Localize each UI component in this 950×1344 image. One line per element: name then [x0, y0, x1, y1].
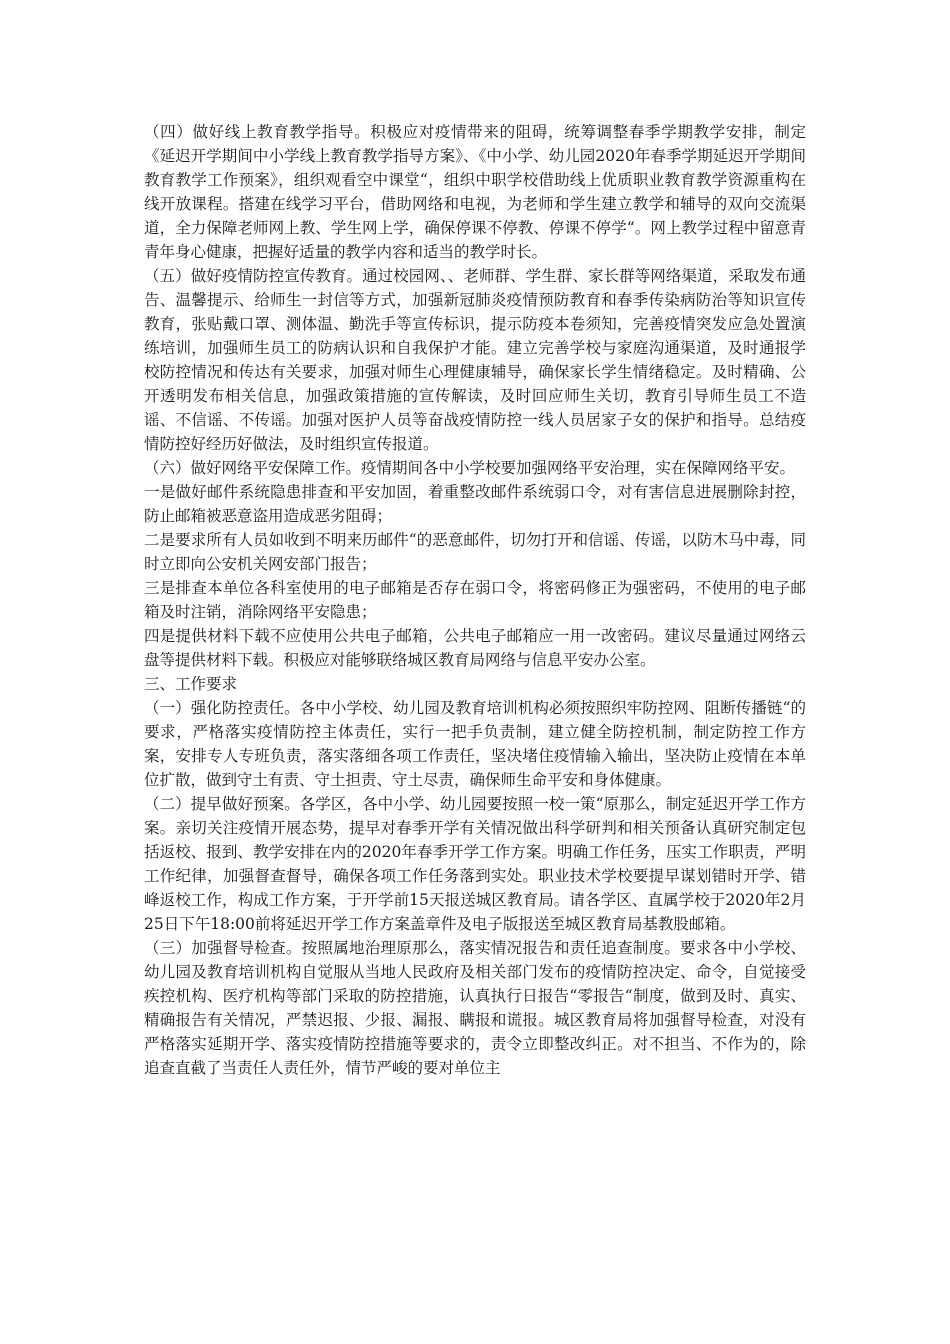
paragraph-online-teaching: （四）做好线上教育教学指导。积极应对疫情带来的阻碍，统筹调整春季学期教学安排，制定《延迟开学期间中小学线上教育教学指导方案》、《中小学、幼儿园2020年春季学期延迟开学期间教育教学工作预案》，组织观看空中课堂“，组织中职学校借助线上优质职业教育教学资源重构在线开放课程。搭建在线学习平台，借助网络和电视，为老师和学生建立教学和辅导的双向交流渠道，全力保障老师网上教、学生网上学，确保停课不停教、停课不停学“。网上教学过程中留意青青年身心健康，把握好适量的教学内容和适当的教学时长。: [144, 123, 806, 261]
section-heading-work-requirements: 三、工作要求: [144, 675, 238, 693]
document-body: [144, 120, 806, 1080]
paragraph-item-one: 一是做好邮件系统隐患排查和平安加固，着重整改邮件系统弱口令，对有害信息进展删除封控，防止邮箱被恶意盗用造成恶劣阻碍；: [144, 483, 806, 525]
paragraph-item-four: 四是提供材料下载不应使用公共电子邮箱，公共电子邮箱应一用一改密码。建议尽量通过网络云盘等提供材料下载。积极应对能够联络城区教育局网络与信息平安办公室。: [144, 627, 806, 669]
paragraph-item-three: 三是排查本单位各科室使用的电子邮箱是否存在弱口令，将密码修正为强密码，不使用的电子邮箱及时注销，消除网络平安隐患；: [144, 579, 806, 621]
paragraph-supervision: （三）加强督导检查。按照属地治理原那么，落实情况报告和责任追查制度。要求各中小学校、幼儿园及教育培训机构自觉服从当地人民政府及相关部门发布的疫情防控决定、命令，自觉接受疾控机构、医疗机构等部门采取的防控措施，认真执行日报告“零报告“制度，做到及时、真实、精确报告有关情况，严禁迟报、少报、漏报、瞒报和谎报。城区教育局将加强督导检查，对没有严格落实延期开学、落实疫情防控措施等要求的，责令立即整改纠正。对不担当、不作为的，除追查直截了当责任人责任外，情节严峻的要对单位主: [144, 939, 806, 1077]
paragraph-item-two: 二是要求所有人员如收到不明来历邮件“的恶意邮件，切勿打开和信谣、传谣，以防木马中毒，同时立即向公安机关网安部门报告；: [144, 531, 806, 573]
paragraph-control-responsibility: （一）强化防控责任。各中小学校、幼儿园及教育培训机构必须按照织牢防控网、阻断传播链“的要求，严格落实疫情防控主体责任，实行一把手负责制，建立健全防控机制，制定防控工作方案，安排专人专班负责，落实落细各项工作责任，坚决堵住疫情输入输出，坚决防止疫情在本单位扩散，做到守土有责、守土担责、守土尽责，确保师生命平安和身体健康。: [144, 699, 806, 789]
paragraph-epidemic-publicity: （五）做好疫情防控宣传教育。通过校园网、、老师群、学生群、家长群等网络渠道，采取发布通告、温馨提示、给师生一封信等方式，加强新冠肺炎疫情预防教育和春季传染病防治等知识宣传教育，张贴戴口罩、测体温、勤洗手等宣传标识，提示防疫本卷须知，完善疫情突发应急处置演练培训，加强师生员工的防病认识和自我保护才能。建立完善学校与家庭沟通渠道，及时通报学校防控情况和传达有关要求，加强对师生心理健康辅导，确保家长学生情绪稳定。及时精确、公开透明发布相关信息，加强政策措施的宣传解读，及时回应师生关切，教育引导师生员工不造谣、不信谣、不传谣。加强对医护人员等奋战疫情防控一线人员居家子女的保护和指导。总结疫情防控好经历好做法，及时组织宣传报道。: [144, 267, 806, 453]
paragraph-early-plan: （二）提早做好预案。各学区，各中小学、幼儿园要按照一校一策“原那么，制定延迟开学工作方案。亲切关注疫情开展态势，提早对春季开学有关情况做出科学研判和相关预备认真研究制定包括返校、报到、教学安排在内的2020年春季开学工作方案。明确工作任务，压实工作职责，严明工作纪律，加强督查督导，确保各项工作任务落到实处。职业技术学校要提早谋划错时开学、错峰返校工作，构成工作方案，于开学前15天报送城区教育局。请各学区、直属学校于2020年2月25日下午18:00前将延迟开学工作方案盖章件及电子版报送至城区教育局基教股邮箱。: [144, 795, 806, 933]
paragraph-network-security: （六）做好网络平安保障工作。疫情期间各中小学校要加强网络平安治理，实在保障网络平安。: [144, 459, 796, 477]
